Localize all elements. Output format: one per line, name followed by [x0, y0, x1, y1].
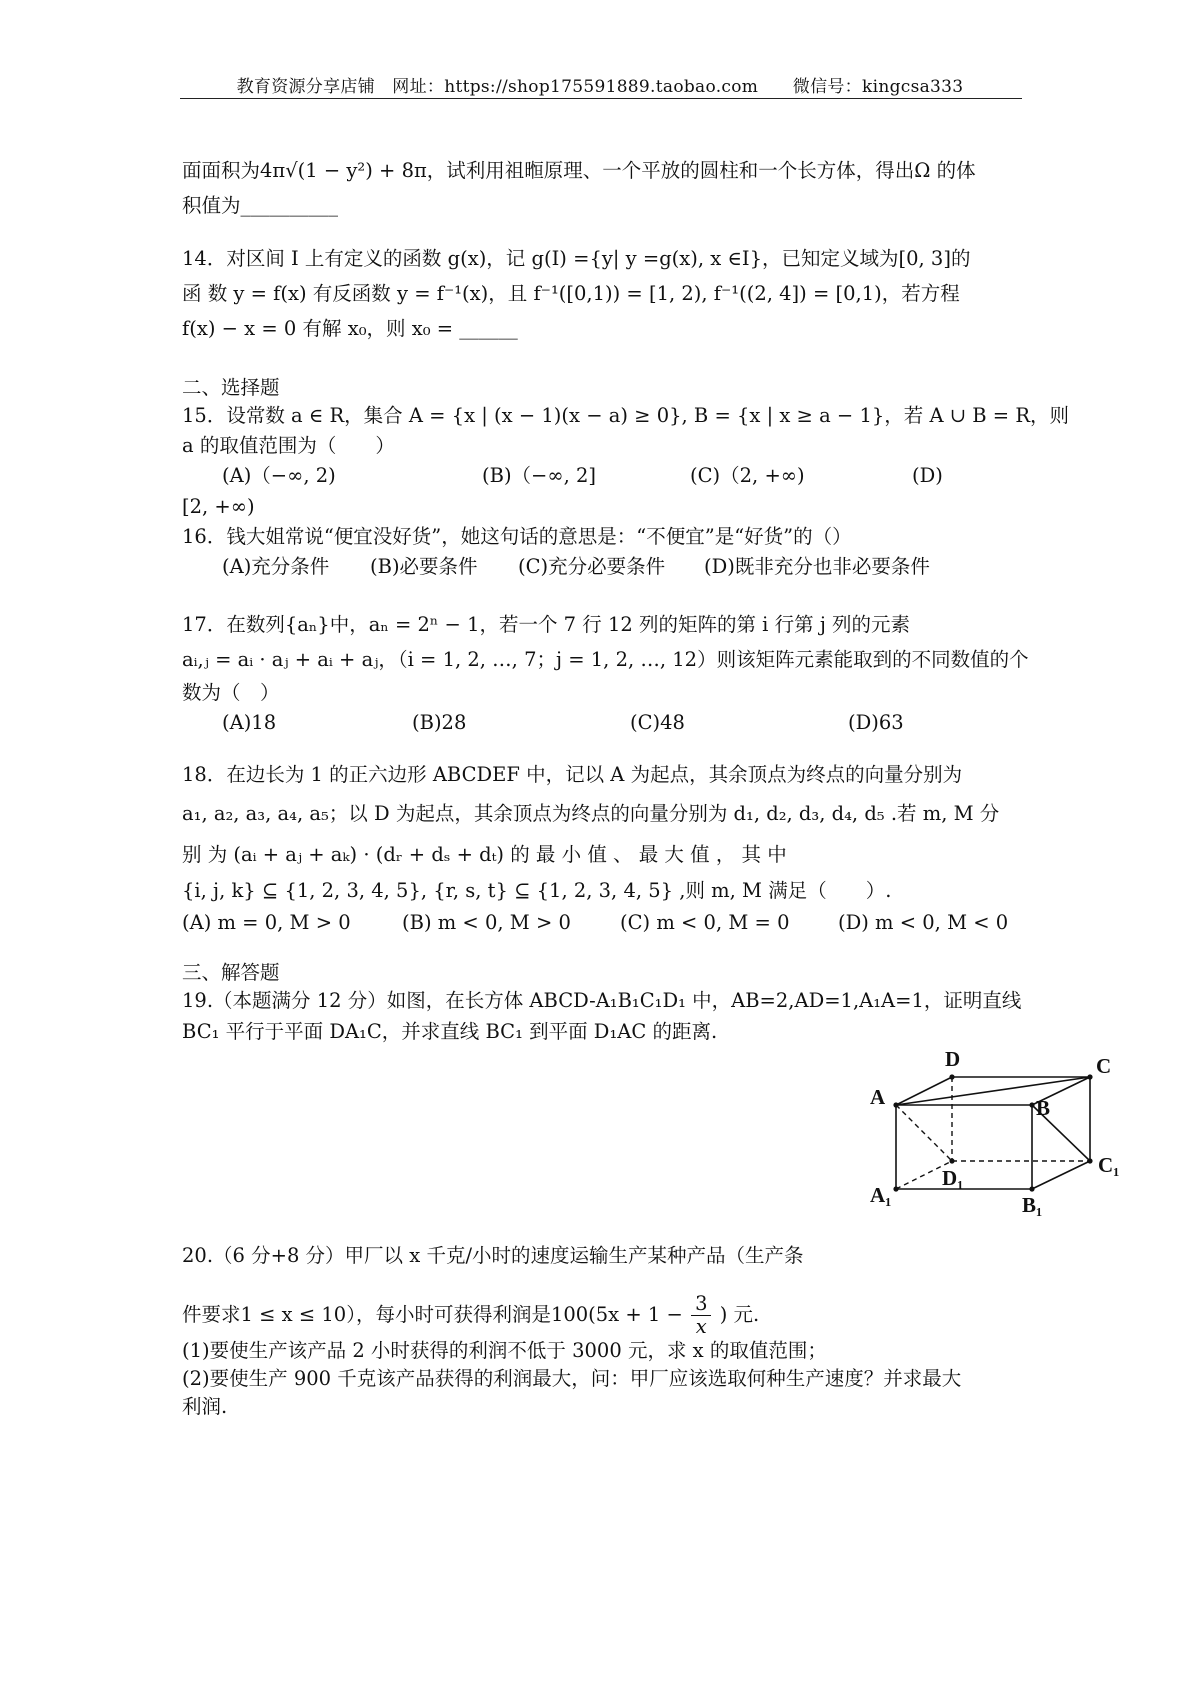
label-c1: C₁ — [1098, 1153, 1120, 1177]
q17-option-d: (D)63 — [848, 711, 904, 734]
q18-line1: 18．在边长为 1 的正六边形 ABCDEF 中，记以 A 为起点，其余顶点为终点的向量分别为 — [182, 763, 963, 786]
q15-line1: 15．设常数 a ∈ R，集合 A = {x | (x − 1)(x − a) ≥ 0}, B = {x | x ≥ a − 1}，若 A ∪ B = R，则 — [182, 404, 1070, 427]
label-a1: A₁ — [870, 1183, 892, 1207]
label-d: D — [945, 1047, 961, 1071]
q16-option-b: (B)必要条件 — [370, 555, 478, 578]
q17-line3: 数为（ ） — [182, 681, 280, 704]
q15-option-a: (A)（−∞, 2) — [222, 464, 336, 487]
q18-line4: {i, j, k} ⊆ {1, 2, 3, 4, 5}, {r, s, t} ⊆ {1, 2, 3, 4, 5} ,则 m, M 满足（ ）. — [182, 879, 892, 902]
q20-part1: (1)要使生产该产品 2 小时获得的利润不低于 3000 元，求 x 的取值范围； — [182, 1339, 827, 1362]
label-a: A — [870, 1085, 886, 1109]
edge-ad1-hidden — [896, 1105, 952, 1161]
label-b: B — [1036, 1096, 1051, 1120]
q16-option-a: (A)充分条件 — [222, 555, 330, 578]
q18-option-d: (D) m < 0, M < 0 — [838, 911, 1009, 934]
q15-option-b: (B)（−∞, 2] — [482, 464, 597, 487]
q18-line2: a₁, a₂, a₃, a₄, a₅；以 D 为起点，其余顶点为终点的向量分别为 d₁, d₂, d₃, d₄, d₅ .若 m, M 分 — [182, 802, 1000, 825]
q19-line2: BC₁ 平行于平面 DA₁C，并求直线 BC₁ 到平面 D₁AC 的距离. — [182, 1020, 718, 1043]
q19-line1: 19.（本题满分 12 分）如图，在长方体 ABCD-A₁B₁C₁D₁ 中，AB=2,AD=1,A₁A=1，证明直线 — [182, 989, 1022, 1012]
cuboid-figure — [862, 1040, 1128, 1218]
page-header: 教育资源分享店铺 网址：https://shop175591889.taobao.com 微信号：kingcsa333 — [236, 77, 964, 97]
q20-line2 — [182, 1293, 759, 1338]
section-title-solution: 三、解答题 — [182, 961, 280, 984]
edge-b1c1 — [1032, 1161, 1090, 1189]
q15-line2: a 的取值范围为（ ） — [182, 434, 395, 457]
q16-option-c: (C)充分必要条件 — [518, 555, 666, 578]
label-d1: D₁ — [942, 1166, 964, 1190]
q18-option-a: (A) m = 0, M > 0 — [182, 911, 351, 934]
q17-option-c: (C)48 — [630, 711, 685, 734]
q18-option-b: (B) m < 0, M > 0 — [402, 911, 571, 934]
q20-fraction — [691, 1293, 711, 1338]
q15-option-d-value: [2, +∞) — [182, 495, 255, 518]
q17-line1: 17．在数列{aₙ}中，aₙ = 2ⁿ − 1，若一个 7 行 12 列的矩阵的第 i 行第 j 列的元素 — [182, 613, 911, 636]
q14-line2: 函 数 y = f(x) 有反函数 y = f⁻¹(x)，且 f⁻¹([0,1)) = [1, 2), f⁻¹((2, 4]) = [0,1)，若方程 — [182, 282, 960, 305]
q20-part2b: 利润. — [182, 1395, 228, 1418]
label-b1: B₁ — [1022, 1193, 1043, 1217]
q18-option-c: (C) m < 0, M = 0 — [620, 911, 790, 934]
q13-line1: 面面积为4π√(1 − y²) + 8π，试利用祖暅原理、一个平放的圆柱和一个长方体，得出Ω 的体 — [182, 159, 976, 182]
q17-option-b: (B)28 — [412, 711, 467, 734]
q20-frac-den: x — [695, 1315, 707, 1338]
label-c: C — [1096, 1054, 1112, 1078]
q20-line2-pre: 件要求1 ≤ x ≤ 10），每小时可获得利润是100(5x + 1 − — [182, 1303, 683, 1326]
q18-line3: 别 为 (aᵢ + aⱼ + aₖ) · (dᵣ + dₛ + dₜ) 的 最 小 值 、 最 大 值 ， 其 中 — [182, 843, 787, 866]
q16-option-d: (D)既非充分也非必要条件 — [704, 555, 930, 578]
section-title-choice: 二、选择题 — [182, 376, 280, 399]
q13-line2: 积值为__________ — [182, 194, 339, 217]
q16-line1: 16．钱大姐常说“便宜没好货”，她这句话的意思是：“不便宜”是“好货”的（） — [182, 525, 852, 548]
q20-line2-post: ) 元. — [719, 1303, 760, 1326]
q20-part2a: (2)要使生产 900 千克该产品获得的利润最大，问：甲厂应该选取何种生产速度？并求最大 — [182, 1367, 962, 1390]
q14-line3: f(x) − x = 0 有解 x₀，则 x₀ = ______ — [182, 317, 518, 340]
q20-line1: 20.（6 分+8 分）甲厂以 x 千克/小时的速度运输生产某种产品（生产条 — [182, 1244, 804, 1267]
q15-option-c: (C)（2, +∞) — [690, 464, 805, 487]
q17-line2: aᵢ,ⱼ = aᵢ · aⱼ + aᵢ + aⱼ，（i = 1, 2, …, 7；j = 1, 2, …, 12）则该矩阵元素能取到的不同数值的个 — [182, 648, 1029, 671]
header-rule — [180, 98, 1022, 99]
q17-option-a: (A)18 — [222, 711, 277, 734]
q14-line1: 14．对区间 I 上有定义的函数 g(x)，记 g(I) ={y| y =g(x), x ∈I}，已知定义域为[0, 3]的 — [182, 247, 971, 270]
q20-frac-num: 3 — [691, 1293, 711, 1316]
q15-option-d: (D) — [912, 464, 943, 487]
